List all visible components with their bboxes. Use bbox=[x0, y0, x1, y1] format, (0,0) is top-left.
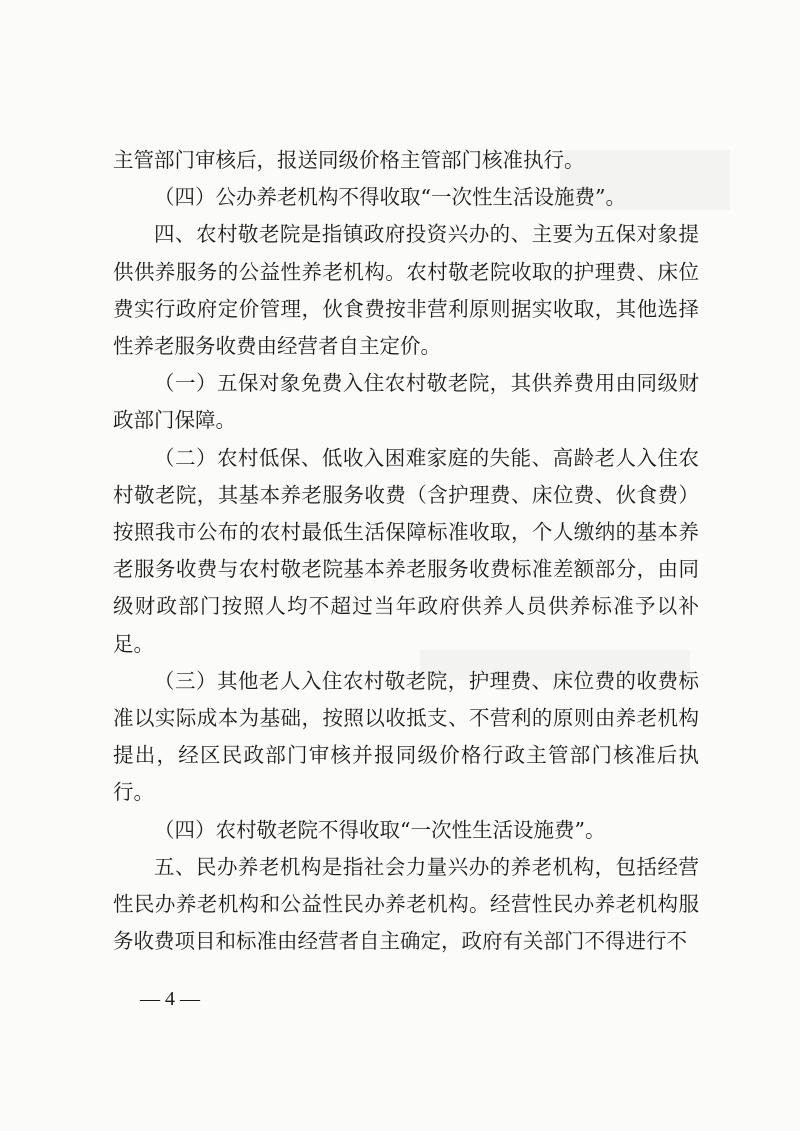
document-body bbox=[113, 142, 699, 960]
paragraph-rural-item-2: （二）农村低保、低收入困难家庭的失能、高龄老人入住农村敬老院，其基本养老服务收费（含护理费、床位费、伙食费）按照我市公布的农村最低生活保障标准收取，个人缴纳的基本养老服务收费与农村敬老院基本养老服务收费标准差额部分，由同级财政部门按照人均不超过当年政府供养人员供养标准予以补足。 bbox=[113, 445, 699, 656]
paragraph-section-4-rural-homes: 四、农村敬老院是指镇政府投资兴办的、主要为五保对象提供供养服务的公益性养老机构。农村敬老院收取的护理费、床位费实行政府定价管理，伙食费按非营利原则据实收取，其他选择性养老服务收费由经营者自主定价。 bbox=[113, 222, 699, 359]
paragraph-section-5-private-homes: 五、民办养老机构是指社会力量兴办的养老机构，包括经营性民办养老机构和公益性民办养老机构。经营性民办养老机构服务收费项目和标准由经营者自主确定，政府有关部门不得进行不 bbox=[113, 854, 699, 954]
paragraph-public-item-4: （四）公办养老机构不得收取“一次性生活设施费”。 bbox=[154, 185, 626, 210]
page-number: — 4 — bbox=[140, 988, 200, 1010]
paragraph-continuation: 主管部门审核后，报送同级价格主管部门核准执行。 bbox=[113, 148, 585, 172]
paragraph-rural-item-1: （一）五保对象免费入住农村敬老院，其供养费用由同级财政部门保障。 bbox=[113, 371, 699, 433]
paragraph-rural-item-3: （三）其他老人入住农村敬老院，护理费、床位费的收费标准以实际成本为基础，按照以收抵支、不营利的原则由养老机构提出，经区民政部门审核并报同级价格行政主管部门核准后执行。 bbox=[113, 668, 699, 805]
paragraph-rural-item-4: （四）农村敬老院不得收取“一次性生活设施费”。 bbox=[154, 817, 606, 842]
